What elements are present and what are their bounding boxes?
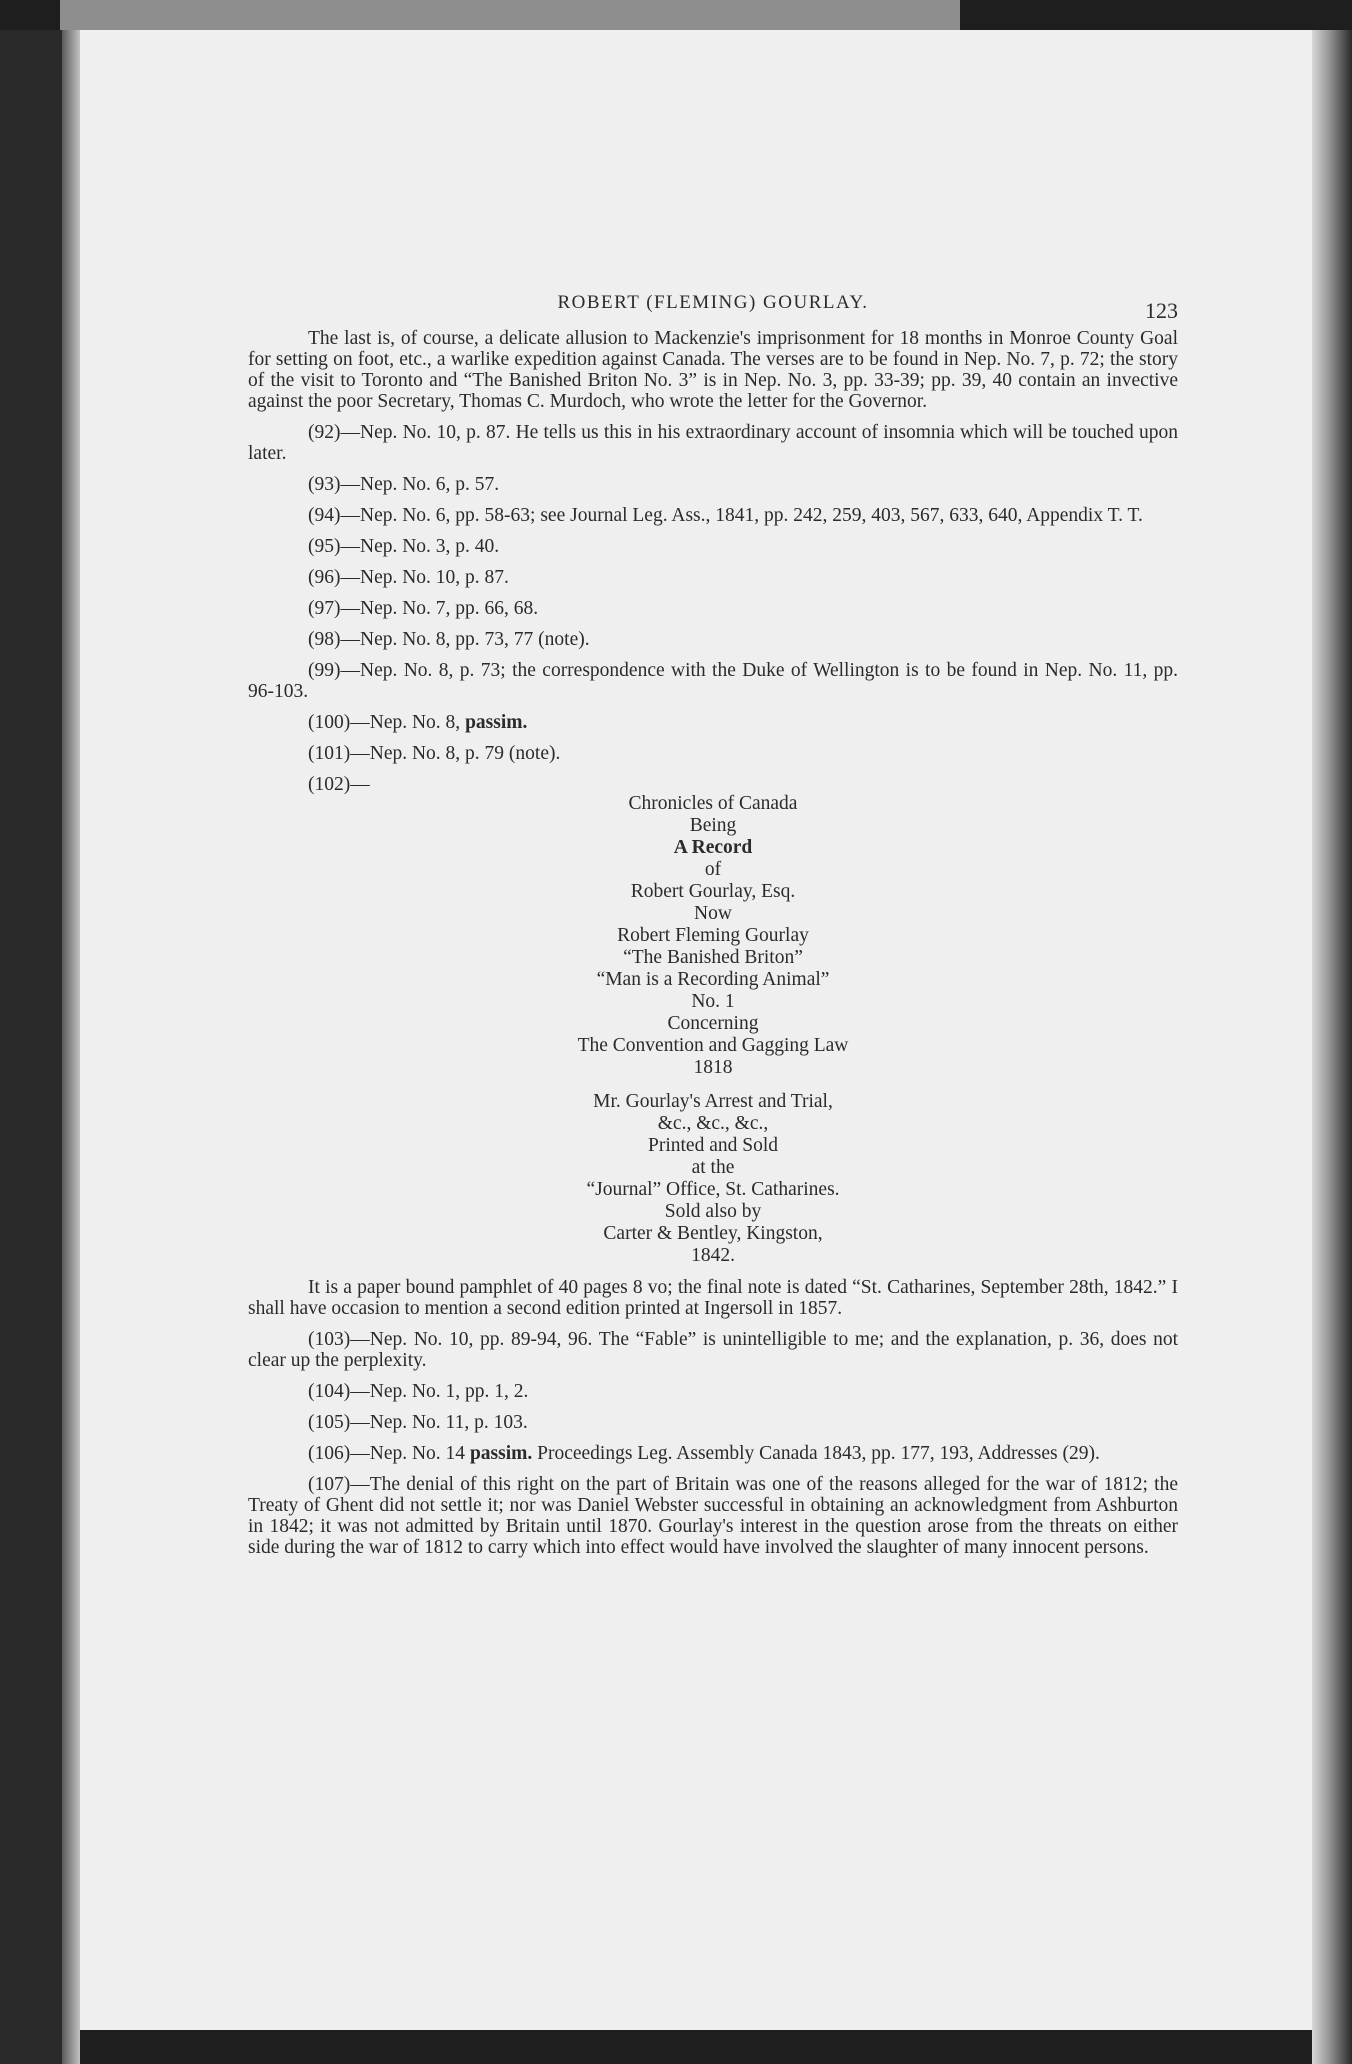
- footnote-97: (97)—Nep. No. 7, pp. 66, 68.: [308, 598, 539, 619]
- scan-top-strip: [60, 0, 960, 30]
- footnote-106-prefix: (106)—Nep. No. 14: [308, 1443, 470, 1464]
- title-line: Sold also by: [664, 1201, 762, 1222]
- title-line: “Journal” Office, St. Catharines.: [586, 1179, 840, 1200]
- footnote-99: (99)—Nep. No. 8, p. 73; the correspondence with the Duke of Wellington is to be found in Nep. No. 11, pp. 96-103.: [248, 660, 1178, 702]
- footnote-96: (96)—Nep. No. 10, p. 87.: [308, 567, 509, 588]
- title-line: The Convention and Gagging Law: [577, 1035, 849, 1056]
- title-line: Robert Gourlay, Esq.: [630, 881, 796, 902]
- footnote-106-suffix: Proceedings Leg. Assembly Canada 1843, pp. 177, 193, Addresses (29).: [532, 1443, 1100, 1464]
- footnote-106: [248, 1443, 1178, 1464]
- title-line: Being: [689, 815, 737, 836]
- footnote-103: (103)—Nep. No. 10, pp. 89-94, 96. The “Fable” is unintelligible to me; and the explanation, p. 36, does not clear up the perplexity.: [248, 1329, 1178, 1371]
- intro-paragraph: The last is, of course, a delicate allusion to Mackenzie's imprisonment for 18 months in Monroe County Goal for setting on foot, etc., a warlike expedition against Canada. The verses are to be found in Nep. No. 7, p. 72; the story of the visit to Toronto and “The Banished Briton No. 3” is in Nep. No. 3, pp. 33-39; pp. 39, 40 contain an invective against the poor Secretary, Thomas C. Murdoch, who wrote the letter for the Governor.: [248, 328, 1178, 412]
- footnote-98: (98)—Nep. No. 8, pp. 73, 77 (note).: [308, 629, 590, 650]
- footnote-102-label: (102)—: [308, 774, 370, 795]
- title-line: Mr. Gourlay's Arrest and Trial,: [593, 1091, 833, 1112]
- footnote-93: (93)—Nep. No. 6, p. 57.: [308, 474, 500, 495]
- title-line: at the: [691, 1157, 735, 1178]
- title-line: 1842.: [691, 1245, 735, 1266]
- footnote-100-passim: passim.: [465, 712, 528, 733]
- running-head: ROBERT (FLEMING) GOURLAY.: [557, 292, 869, 313]
- scan-bottom-border: [80, 2030, 1312, 2064]
- footnote-105: (105)—Nep. No. 11, p. 103.: [308, 1412, 528, 1433]
- footnote-101: (101)—Nep. No. 8, p. 79 (note).: [308, 743, 561, 764]
- title-line: Concerning: [667, 1013, 759, 1034]
- title-line: 1818: [693, 1057, 733, 1078]
- page-stack-edge: [1312, 30, 1352, 2064]
- title-line-bold: A Record: [673, 837, 753, 858]
- title-line: of: [704, 859, 722, 880]
- book-spine-shadow: [62, 30, 82, 2064]
- footnote-100: [248, 712, 1178, 733]
- title-line: Robert Fleming Gourlay: [617, 925, 809, 946]
- title-line: “The Banished Briton”: [623, 947, 803, 968]
- page-number: 123: [1145, 298, 1178, 323]
- title-line: Chronicles of Canada: [628, 793, 798, 814]
- title-line: “Man is a Recording Animal”: [596, 969, 830, 990]
- pamphlet-title-block: [248, 793, 1178, 1267]
- footnote-104: (104)—Nep. No. 1, pp. 1, 2.: [308, 1381, 529, 1402]
- footnote-107: (107)—The denial of this right on the part of Britain was one of the reasons alleged for the war of 1812; the Treaty of Ghent did not settle it; nor was Daniel Webster successful in obtaining an acknowledgment from Ashburton in 1842; it was not admitted by Britain until 1870. Gourlay's interest in the question arose from the threats on either side during the war of 1812 to carry which into effect would have involved the slaughter of many innocent persons.: [248, 1474, 1178, 1558]
- title-gap: [248, 1079, 1178, 1091]
- footnote-95: (95)—Nep. No. 3, p. 40.: [308, 536, 500, 557]
- footnote-100-text: (100)—Nep. No. 8,: [308, 712, 466, 733]
- footnote-106-passim: passim.: [469, 1443, 533, 1464]
- page-header: [248, 288, 1178, 328]
- title-line: &c., &c., &c.,: [657, 1113, 769, 1134]
- title-line: No. 1: [691, 991, 735, 1012]
- pamphlet-paragraph: It is a paper bound pamphlet of 40 pages 8 vo; the final note is dated “St. Catharines, September 28th, 1842.” I shall have occasion to mention a second edition printed at Ingersoll in 1857.: [248, 1277, 1178, 1319]
- title-line: Printed and Sold: [648, 1135, 778, 1156]
- scan-left-border: [0, 30, 62, 2064]
- title-line: Carter & Bentley, Kingston,: [603, 1223, 823, 1244]
- footnote-94: (94)—Nep. No. 6, pp. 58-63; see Journal Leg. Ass., 1841, pp. 242, 259, 403, 567, 633, 640, Appendix T. T.: [308, 505, 1143, 526]
- footnote-92: (92)—Nep. No. 10, p. 87. He tells us this in his extraordinary account of insomnia which will be touched upon later.: [248, 422, 1178, 464]
- title-line: Now: [694, 903, 732, 924]
- page-text: [248, 288, 1178, 1568]
